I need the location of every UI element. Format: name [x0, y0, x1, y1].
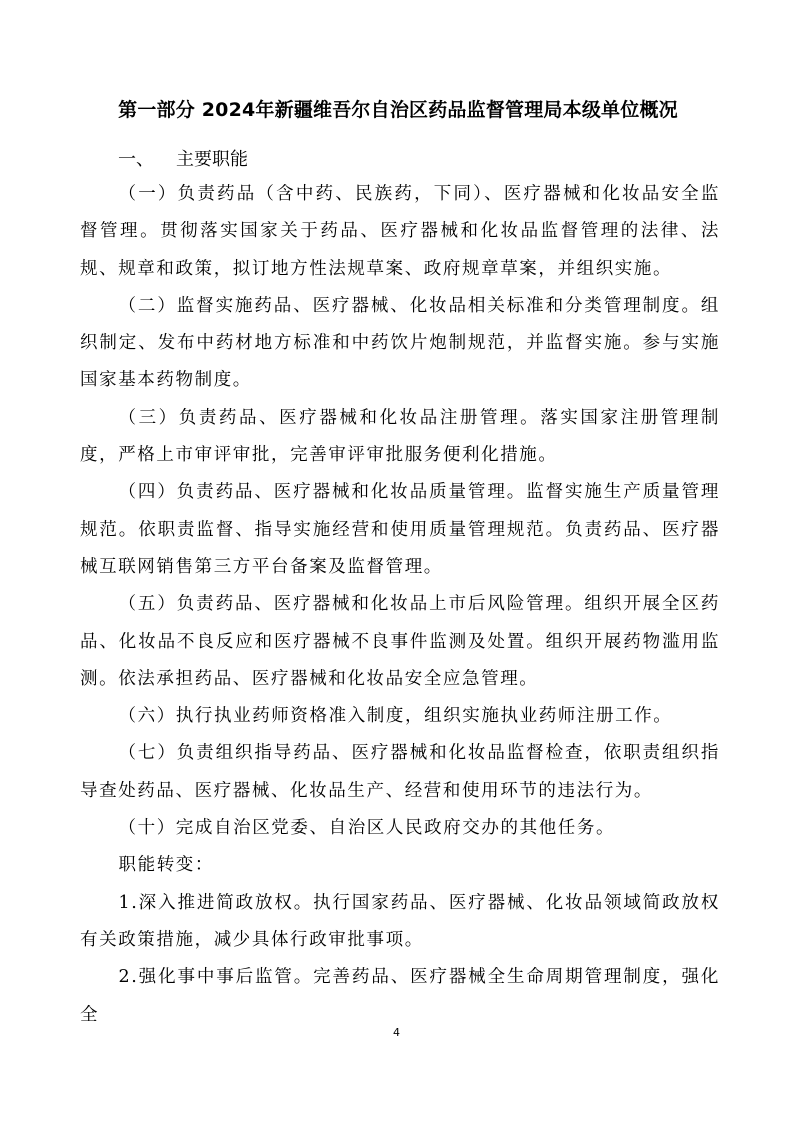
paragraph-function-change-2: 2.强化事中事后监管。完善药品、医疗器械全生命周期管理制度，强化全 — [80, 967, 720, 1025]
paragraph-duty-3: （三）负责药品、医疗器械和化妆品注册管理。落实国家注册管理制度，严格上市审评审批，完善审评审批服务便利化措施。 — [80, 407, 720, 466]
page-title: 第一部分 2024年新疆维吾尔自治区药品监督管理局本级单位概况 — [118, 99, 678, 121]
paragraph-duty-7: （七）负责组织指导药品、医疗器械和化妆品监督检查，依职责组织指导查处药品、医疗器械、化妆品生产、经营和使用环节的违法行为。 — [80, 743, 720, 801]
section-label: 主要职能 — [176, 149, 248, 170]
paragraph-function-change-heading: 职能转变： — [118, 855, 214, 876]
body-text — [80, 176, 720, 1034]
paragraph-duty-2: （二）监督实施药品、医疗器械、化妆品相关标准和分类管理制度。组织制定、发布中药材地方标准和中药饮片炮制规范，并监督实施。参与实施国家基本药物制度。 — [80, 295, 720, 391]
paragraph-duty-1: （一）负责药品（含中药、民族药，下同）、医疗器械和化妆品安全监督管理。贯彻落实国家关于药品、医疗器械和化妆品监督管理的法律、法规、规章和政策，拟订地方性法规草案、政府规章草案，并组织实施。 — [80, 184, 720, 279]
section-number: 一、 — [118, 149, 154, 170]
paragraph-duty-5: （五）负责药品、医疗器械和化妆品上市后风险管理。组织开展全区药品、化妆品不良反应和医疗器械不良事件监测及处置。组织开展药物滥用监测。依法承担药品、医疗器械和化妆品安全应急管理。 — [80, 594, 720, 689]
paragraph-duty-6: （六）执行执业药师资格准入制度，组织实施执业药师注册工作。 — [118, 706, 673, 727]
paragraph-duty-10: （十）完成自治区党委、自治区人民政府交办的其他任务。 — [118, 818, 616, 839]
paragraph-function-change-1: 1.深入推进简政放权。执行国家药品、医疗器械、化妆品领域简政放权有关政策措施，减少具体行政审批事项。 — [80, 892, 720, 950]
paragraph-duty-4: （四）负责药品、医疗器械和化妆品质量管理。监督实施生产质量管理规范。依职责监督、指导实施经营和使用质量管理规范。负责药品、医疗器械互联网销售第三方平台备案及监督管理。 — [80, 482, 720, 577]
section-heading — [118, 146, 248, 174]
page-number: 4 — [393, 1026, 400, 1039]
